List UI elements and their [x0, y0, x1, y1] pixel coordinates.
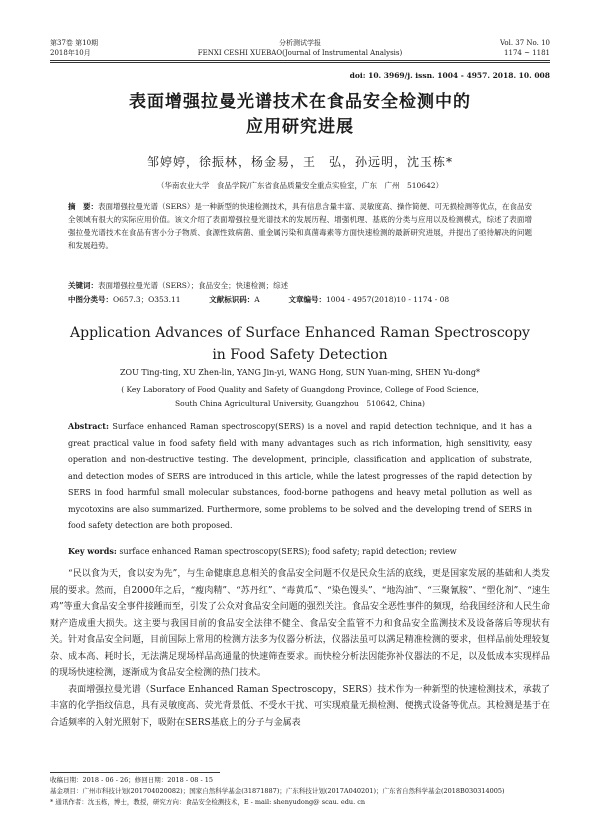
cn-abstract-label: 摘 要： — [68, 202, 99, 211]
cn-title — [0, 90, 600, 140]
cn-authors: 邹婷婷，徐振林，杨金易，王 弘，孙远明，沈玉栋* — [146, 155, 453, 169]
cn-keywords-label: 关键词： — [68, 281, 98, 290]
footnote-fund: 基金项目：广州市科技计划(201704020082)；国家自然科学基金(31871887)；广东科技计划(2017A040201)；广东省自然科学基金(2018B030314005) — [50, 787, 505, 795]
en-authors: ZOU Ting-ting, XU Zhen-lin, YANG Jin-yi, WANG Hong, SUN Yuan-ming, SHEN Yu-dong* — [119, 368, 480, 377]
footnote-received: 收稿日期：2018 - 06 - 26；修回日期：2018 - 08 - 15 — [50, 776, 213, 784]
footnote-rule — [50, 772, 220, 773]
cn-affiliation: （华南农业大学 食品学院/广东省食品质量安全重点实验室，广东 广州 510642） — [156, 181, 444, 190]
doccode-label: 文献标识码： — [209, 295, 255, 304]
date-cn: 2018年10月 — [50, 49, 91, 57]
pages-en: 1174 ~ 1181 — [504, 49, 550, 57]
cn-title-line1: 表面增强拉曼光谱技术在食品安全检测中的 — [129, 92, 471, 112]
cn-keywords — [68, 279, 532, 292]
en-title-line2: in Food Safety Detection — [212, 347, 388, 363]
doccode-value: A — [254, 295, 260, 304]
en-affiliation — [0, 383, 600, 411]
header-rule — [50, 60, 550, 61]
body — [50, 566, 550, 731]
journal-cn: 分析测试学报 — [279, 39, 321, 47]
article-no-label: 文章编号： — [288, 295, 326, 304]
en-keywords — [68, 546, 532, 556]
header-volume-en — [500, 38, 550, 58]
en-title-line1: Application Advances of Surface Enhanced Raman Spectroscopy — [70, 325, 530, 341]
cn-classification — [68, 293, 532, 306]
body-paragraph-2: 表面增强拉曼光谱（Surface Enhanced Raman Spectroscopy，SERS）技术作为一种新型的快速检测技术，承载了丰富的化学指纹信息，具有灵敏度高、荧光背景低、不受水干扰、可实现痕量无损检测、便携式设备等优点。其检测是基于在合适频率的入射光照射下，吸附在SERS基底上的分子与金属表 — [50, 684, 550, 728]
en-keywords-text: surface enhanced Raman spectroscopy(SERS); food safety; rapid detection; review — [119, 547, 457, 556]
footnotes — [50, 775, 550, 808]
cn-keywords-text: 表面增强拉曼光谱（SERS）；食品安全；快速检测；综述 — [98, 281, 289, 290]
en-affiliation-line2: South China Agricultural University, Guangzhou 510642, China) — [175, 399, 425, 408]
en-title — [0, 322, 600, 366]
body-paragraph-1: “民以食为天，食以安为先”，与生命健康息息相关的食品安全问题不仅是民众生活的底线，更是国家发展的基础和人类发展的要求。然而，自2000年之后，“瘦肉精”、“苏丹红”、“毒黄瓜”、“染色馒头”、“地沟油”、“三聚氰胺”、“塑化剂”、“速生鸡”等重大食品安全事件接踵而至，引发了公众对食品安全问题的强烈关注。食品安全恶性事件的频现，给我国经济和人民生命财产造成重大损失。这主要与我国目前的食品安全法律不健全、食品安全监管不力和食品安全监测技术及设备落后等现状有关。针对食品安全问题，目前国际上常用的检测方法多为仪器分析法，仪器法虽可以满足精准检测的要求，但样品前处理较复杂、成本高、耗时长，无法满足现场样品高通量的快速筛查要求。而快检分析法因能弥补仪器法的不足，以及低成本实现样品的现场快速检测，逐渐成为食品安全检测的热门技术。 — [50, 569, 550, 678]
cn-title-line2: 应用研究进展 — [246, 117, 354, 137]
article-no-value: 1004 - 4957(2018)10 - 1174 - 08 — [326, 295, 450, 304]
en-affiliation-line1: ( Key Laboratory of Food Quality and Safety of Guangdong Province, College of Food Science, — [121, 385, 479, 394]
clc-label: 中图分类号： — [68, 295, 113, 304]
header-rule-thin — [50, 62, 550, 63]
en-abstract — [68, 418, 532, 535]
en-abstract-label: Abstract: — [68, 421, 109, 431]
footnote-corresponding: * 通讯作者：沈玉栋，博士，教授，研究方向：食品安全检测技术，E - mail: shenyudong@ scau. edu. cn — [50, 798, 366, 806]
doi: doi: 10. 3969/j. issn. 1004 - 4957. 2018. 10. 008 — [349, 71, 550, 80]
clc-value: O657.3；O353.11 — [113, 295, 181, 304]
cn-abstract — [68, 200, 532, 252]
en-keywords-label: Key words: — [68, 546, 117, 556]
journal-en: FENXI CESHI XUEBAO(Journal of Instrumental Analysis) — [197, 49, 403, 57]
volume-en: Vol. 37 No. 10 — [499, 39, 550, 47]
volume-cn: 第37卷 第10期 — [50, 39, 99, 47]
en-abstract-text: Surface enhanced Raman spectroscopy(SERS) is a novel and rapid detection technique, and it has a great practical value in food safety field with many advantages such as rich information, high sensitivity, easy operation and non-destructive testing. The development, principle, classification and application of substrate, and detection modes of SERS are introduced in this article, while the latest progresses of the rapid detection by SERS in food harmful small molecular substances, food-borne pathogens and heavy metal pollution as well as mycotoxins are also summarized. Furthermore, some problems to be solved and the developing trend of SERS in food safety detection are both proposed. — [68, 422, 533, 530]
cn-abstract-text: 表面增强拉曼光谱（SERS）是一种新型的快速检测技术，具有信息含量丰富、灵敏度高、操作简便、可无损检测等优点，在食品安全领域有很大的实际应用价值。该文介绍了表面增强拉曼光谱技术的发展历程、增强机理、基底的分类与应用以及检测模式，综述了表面增强拉曼光谱技术在食品有害小分子物质、食源性致病菌、重金属污染和真菌毒素等方面快速检测的最新研究进展，并提出了亟待解决的问题和发展趋势。 — [68, 202, 532, 250]
